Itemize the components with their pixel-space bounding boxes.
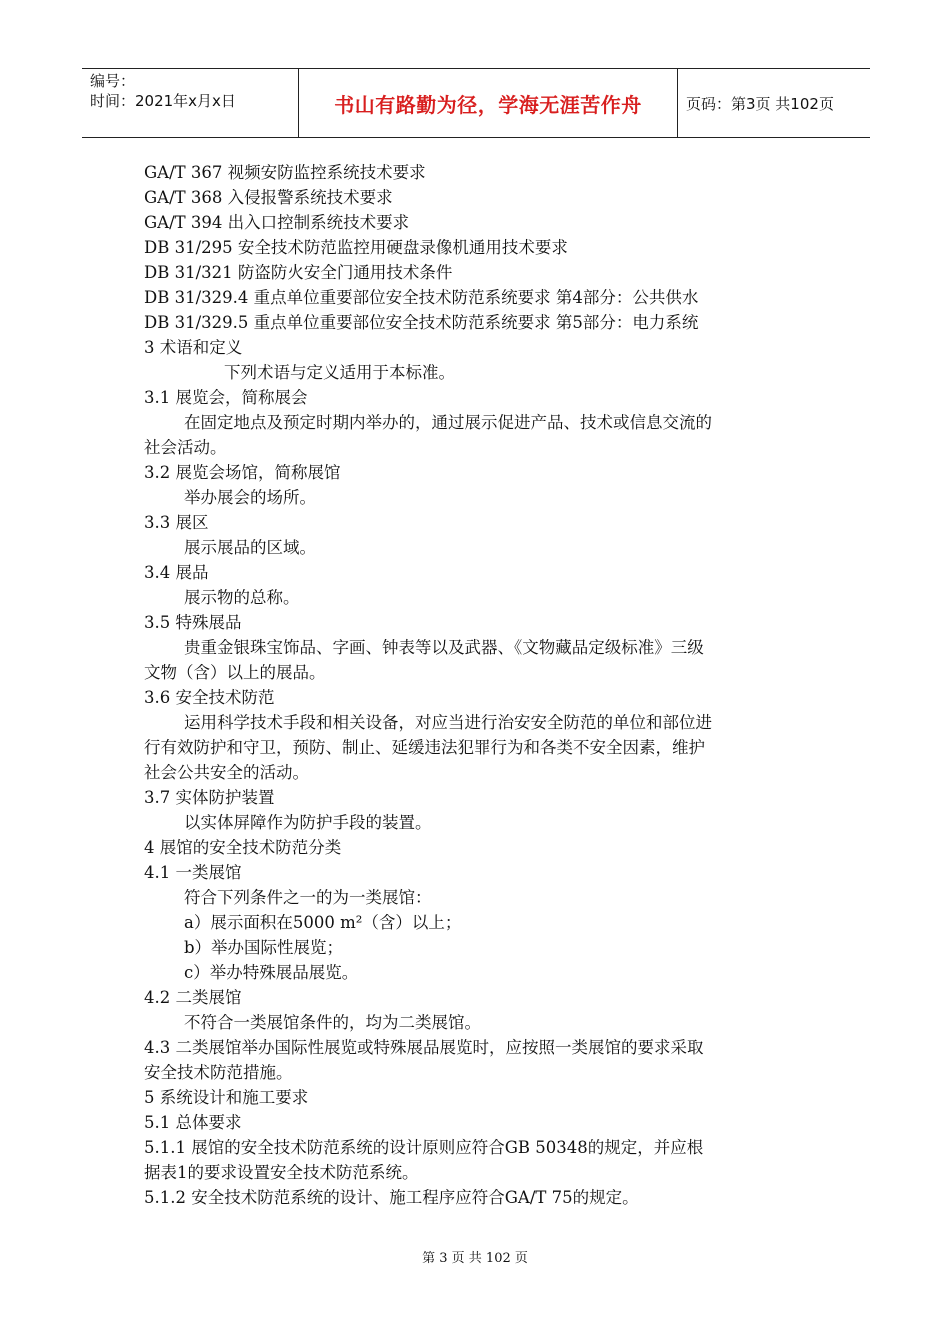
document-number-label: 编号： bbox=[90, 72, 136, 90]
text-line: 5 系统设计和施工要求 bbox=[144, 1088, 309, 1107]
document-date: 时间：2021年x月x日 bbox=[90, 92, 236, 110]
text-line: c）举办特殊展品展览。 bbox=[184, 963, 359, 982]
text-line: 3.3 展区 bbox=[144, 513, 209, 532]
text-line: GA/T 368 入侵报警系统技术要求 bbox=[144, 188, 393, 207]
text-line: 安全技术防范措施。 bbox=[144, 1063, 293, 1082]
text-line: 运用科学技术手段和相关设备，对应当进行治安安全防范的单位和部位进 bbox=[184, 713, 712, 732]
text-line: 举办展会的场所。 bbox=[184, 488, 316, 507]
text-line: 不符合一类展馆条件的，均为二类展馆。 bbox=[184, 1013, 481, 1032]
text-line: 4.1 一类展馆 bbox=[144, 863, 242, 882]
page-footer: 第 3 页 共 102 页 bbox=[422, 1251, 528, 1266]
header-motto: 书山有路勤为径，学海无涯苦作舟 bbox=[299, 69, 678, 137]
text-line: 4 展馆的安全技术防范分类 bbox=[144, 838, 342, 857]
text-line: DB 31/321 防盗防火安全门通用技术条件 bbox=[144, 263, 453, 282]
text-line: 文物（含）以上的展品。 bbox=[144, 663, 326, 682]
text-line: 5.1 总体要求 bbox=[144, 1113, 242, 1132]
page-header bbox=[82, 68, 870, 138]
text-line: 5.1.2 安全技术防范系统的设计、施工程序应符合GA/T 75的规定。 bbox=[144, 1188, 639, 1207]
text-line: 在固定地点及预定时期内举办的，通过展示促进产品、技术或信息交流的 bbox=[184, 413, 712, 432]
text-line: 下列术语与定义适用于本标准。 bbox=[224, 363, 455, 382]
text-line: 行有效防护和守卫，预防、制止、延缓违法犯罪行为和各类不安全因素，维护 bbox=[144, 738, 705, 757]
text-line: DB 31/329.5 重点单位重要部位安全技术防范系统要求 第5部分：电力系统 bbox=[144, 313, 699, 332]
text-line: 4.3 二类展馆举办国际性展览或特殊展品展览时，应按照一类展馆的要求采取 bbox=[144, 1038, 704, 1057]
header-meta bbox=[82, 69, 299, 137]
text-line: 展示物的总称。 bbox=[184, 588, 300, 607]
text-line: DB 31/329.4 重点单位重要部位安全技术防范系统要求 第4部分：公共供水 bbox=[144, 288, 699, 307]
text-line: b）举办国际性展览； bbox=[184, 938, 344, 957]
text-line: 据表1的要求设置安全技术防范系统。 bbox=[144, 1163, 419, 1182]
text-line: 3.2 展览会场馆，简称展馆 bbox=[144, 463, 341, 482]
document-body bbox=[144, 160, 824, 1210]
text-line: 社会活动。 bbox=[144, 438, 227, 457]
text-line: 社会公共安全的活动。 bbox=[144, 763, 309, 782]
text-line: 符合下列条件之一的为一类展馆： bbox=[184, 888, 432, 907]
text-line: GA/T 367 视频安防监控系统技术要求 bbox=[144, 163, 426, 182]
text-line: 展示展品的区域。 bbox=[184, 538, 316, 557]
text-line: 3.6 安全技术防范 bbox=[144, 688, 275, 707]
text-line: a）展示面积在5000 m²（含）以上； bbox=[184, 913, 462, 932]
text-line: 3.4 展品 bbox=[144, 563, 209, 582]
text-line: 贵重金银珠宝饰品、字画、钟表等以及武器、《文物藏品定级标准》三级 bbox=[184, 638, 704, 657]
header-page-info: 页码：第3页 共102页 bbox=[686, 94, 834, 113]
text-line: 以实体屏障作为防护手段的装置。 bbox=[184, 813, 432, 832]
text-line: 4.2 二类展馆 bbox=[144, 988, 242, 1007]
text-line: GA/T 394 出入口控制系统技术要求 bbox=[144, 213, 410, 232]
text-line: DB 31/295 安全技术防范监控用硬盘录像机通用技术要求 bbox=[144, 238, 568, 257]
text-line: 3.7 实体防护装置 bbox=[144, 788, 275, 807]
text-line: 5.1.1 展馆的安全技术防范系统的设计原则应符合GB 50348的规定，并应根 bbox=[144, 1138, 704, 1157]
text-line: 3.5 特殊展品 bbox=[144, 613, 242, 632]
text-line: 3 术语和定义 bbox=[144, 338, 243, 357]
text-line: 3.1 展览会，简称展会 bbox=[144, 388, 308, 407]
